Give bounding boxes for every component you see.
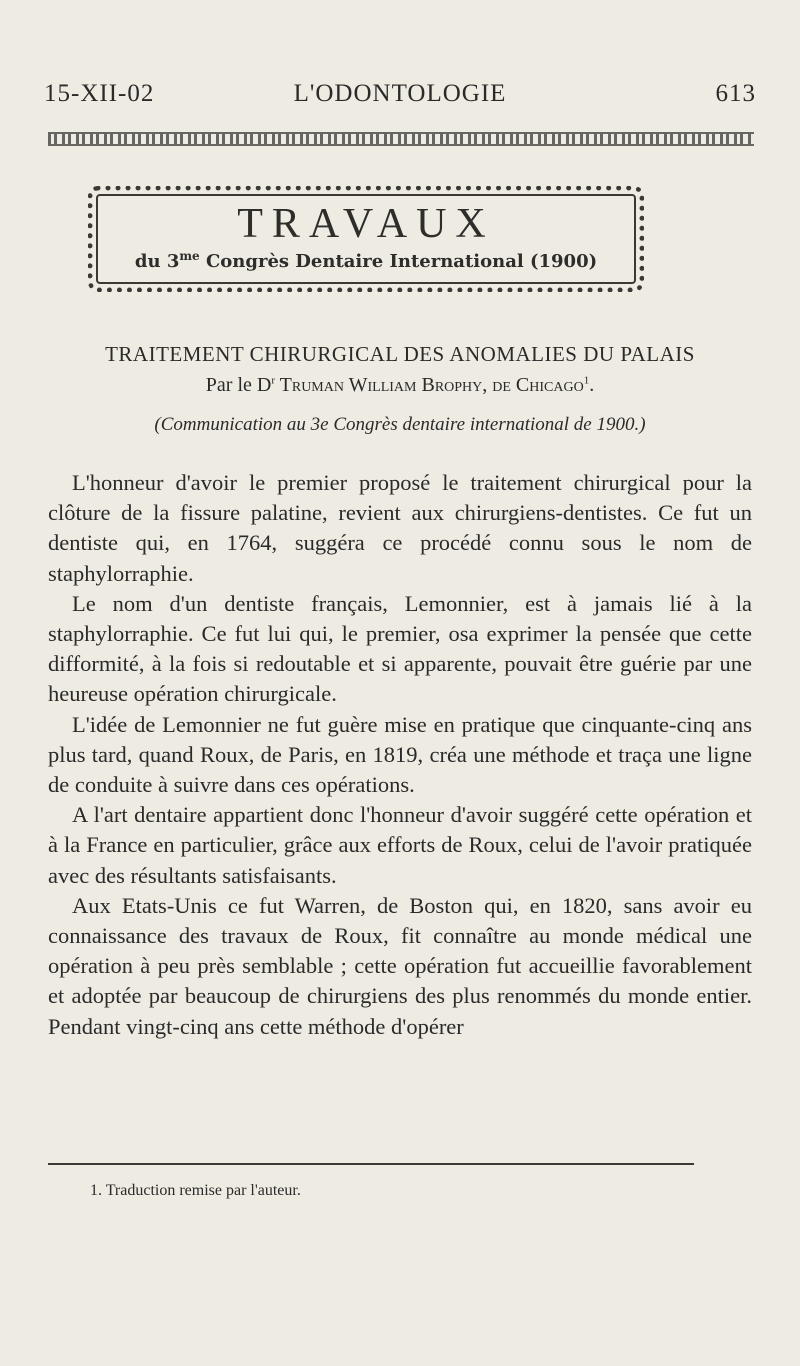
footnote-ref: 1 xyxy=(583,374,590,387)
issue-date: 15-XII-02 xyxy=(44,80,155,107)
header-box xyxy=(88,186,644,292)
footnote-rule xyxy=(48,1163,694,1165)
journal-name: L'ODONTOLOGIE xyxy=(293,80,507,107)
byline-end: . xyxy=(589,374,595,396)
paragraph: A l'art dentaire appartient donc l'honneur d'avoir suggéré cette opération et à la France en particulier, grâce aux efforts de Roux, celui de l'avoir pratiquée avec des résultants satisfaisants. xyxy=(48,802,752,888)
communication-note: (Communication au 3e Congrès dentaire international de 1900.) xyxy=(154,414,646,435)
ornamental-rule xyxy=(48,132,754,146)
byline-author: Truman William Brophy, de Chicago xyxy=(275,374,584,396)
page-number: 613 xyxy=(715,80,756,107)
paragraph: Le nom d'un dentiste français, Lemonnier, est à jamais lié à la staphylorraphie. Ce fut lui qui, le premier, osa exprimer la pensée que cette difformité, à la fois si redoutable et si apparente, pouvait être guérie par une heureuse opération chirurgicale. xyxy=(48,590,752,707)
paragraph: Aux Etats-Unis ce fut Warren, de Boston qui, en 1820, sans avoir eu connaissance des travaux de Roux, fit connaître au monde médical une opération à peu près semblable ; cette opération fut accueillie favorablement et adoptée par beaucoup de chirurgiens des plus renommés du monde entier. Pendant vingt-cinq ans cette méthode d'opérer xyxy=(48,892,752,1039)
footnote: 1. Traduction remise par l'auteur. xyxy=(90,1182,301,1199)
subtitle-prefix: du 3 xyxy=(134,251,180,272)
article-body xyxy=(48,468,752,1042)
paragraph: L'honneur d'avoir le premier proposé le traitement chirurgical pour la clôture de la fissure palatine, revient aux chirurgiens-dentistes. Ce fut un dentiste qui, en 1764, suggéra ce procédé connu sous le nom de staphylorraphie. xyxy=(48,470,752,586)
paragraph: L'idée de Lemonnier ne fut guère mise en pratique que cinquante-cinq ans plus tard, quand Roux, de Paris, en 1819, créa une méthode et traça une ligne de conduite à suivre dans ces opérations. xyxy=(48,711,752,798)
article-title: TRAITEMENT CHIRURGICAL DES ANOMALIES DU PALAIS xyxy=(105,342,695,366)
byline-dr-sup: r xyxy=(271,374,275,387)
subtitle-sup: me xyxy=(179,249,200,263)
byline-prefix: Par le D xyxy=(205,374,272,396)
subtitle-rest: Congrès Dentaire International (1900) xyxy=(199,251,598,272)
section-subtitle xyxy=(88,249,644,272)
running-head xyxy=(44,80,756,114)
byline xyxy=(0,374,800,397)
section-title: TRAVAUX xyxy=(237,201,495,247)
